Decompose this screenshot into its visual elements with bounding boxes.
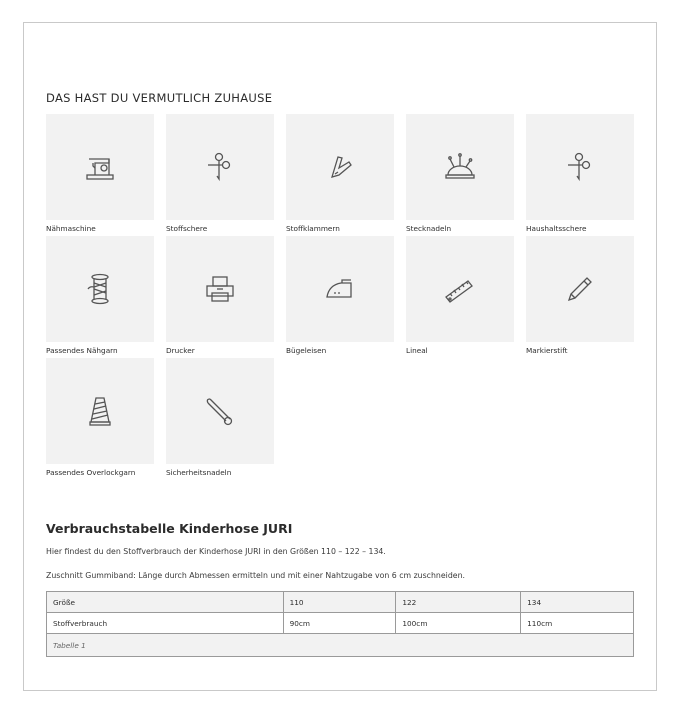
tool-tile-overlock-thread [46, 358, 154, 477]
thread-spool-icon [80, 269, 120, 309]
section-title: DAS HAST DU VERMUTLICH ZUHAUSE [46, 91, 273, 105]
tool-label: Stecknadeln [406, 224, 452, 233]
tool-tile-fabric-scissors [166, 114, 274, 233]
tool-tile-printer [166, 236, 274, 355]
tool-label: Nähmaschine [46, 224, 96, 233]
content-frame [23, 22, 657, 691]
tool-tile-household-scissors [526, 114, 634, 233]
tool-label: Haushaltsschere [526, 224, 587, 233]
table-cell: 90cm [283, 613, 396, 634]
table-caption: Tabelle 1 [47, 634, 634, 657]
tool-tile-fabric-clips [286, 114, 394, 233]
table-cell: 100cm [396, 613, 521, 634]
table-header-row [47, 592, 634, 613]
elastic-note: Zuschnitt Gummiband: Länge durch Abmessen ermitteln und mit einer Nahtzugabe von 6 cm zuschneiden. [46, 571, 465, 580]
tool-label: Passendes Nähgarn [46, 346, 118, 355]
tool-tile-pins [406, 114, 514, 233]
table-header-cell: Größe [47, 592, 284, 613]
tool-label: Sicherheitsnadeln [166, 468, 232, 477]
safety-pin-icon [200, 391, 240, 431]
scissors-icon [200, 147, 240, 187]
consumption-title: Verbrauchstabelle Kinderhose JURI [46, 521, 293, 536]
consumption-intro: Hier findest du den Stoffverbrauch der Kinderhose JURI in den Größen 110 – 122 – 134. [46, 547, 386, 556]
table-header-cell: 134 [521, 592, 634, 613]
table-cell: 110cm [521, 613, 634, 634]
tool-label: Markierstift [526, 346, 568, 355]
tool-label: Lineal [406, 346, 428, 355]
tool-label: Bügeleisen [286, 346, 327, 355]
iron-icon [320, 269, 360, 309]
fabric-clip-icon [320, 147, 360, 187]
thread-cone-icon [80, 391, 120, 431]
tool-tile-safety-pins [166, 358, 274, 477]
tool-tile-thread [46, 236, 154, 355]
pincushion-icon [440, 147, 480, 187]
printer-icon [200, 269, 240, 309]
pencil-icon [560, 269, 600, 309]
table-header-cell: 110 [283, 592, 396, 613]
tool-label: Stoffklammern [286, 224, 340, 233]
sewing-machine-icon [80, 147, 120, 187]
tool-label: Passendes Overlockgarn [46, 468, 136, 477]
table-row [47, 613, 634, 634]
tool-tile-iron [286, 236, 394, 355]
table-cell: Stoffverbrauch [47, 613, 284, 634]
table-caption-row [47, 634, 634, 657]
consumption-table [46, 591, 634, 657]
tool-tile-ruler [406, 236, 514, 355]
tool-label: Drucker [166, 346, 195, 355]
tool-tile-marker [526, 236, 634, 355]
tool-label: Stoffschere [166, 224, 208, 233]
tool-tile-sewing-machine [46, 114, 154, 233]
ruler-icon [440, 269, 480, 309]
table-header-cell: 122 [396, 592, 521, 613]
scissors-icon [560, 147, 600, 187]
